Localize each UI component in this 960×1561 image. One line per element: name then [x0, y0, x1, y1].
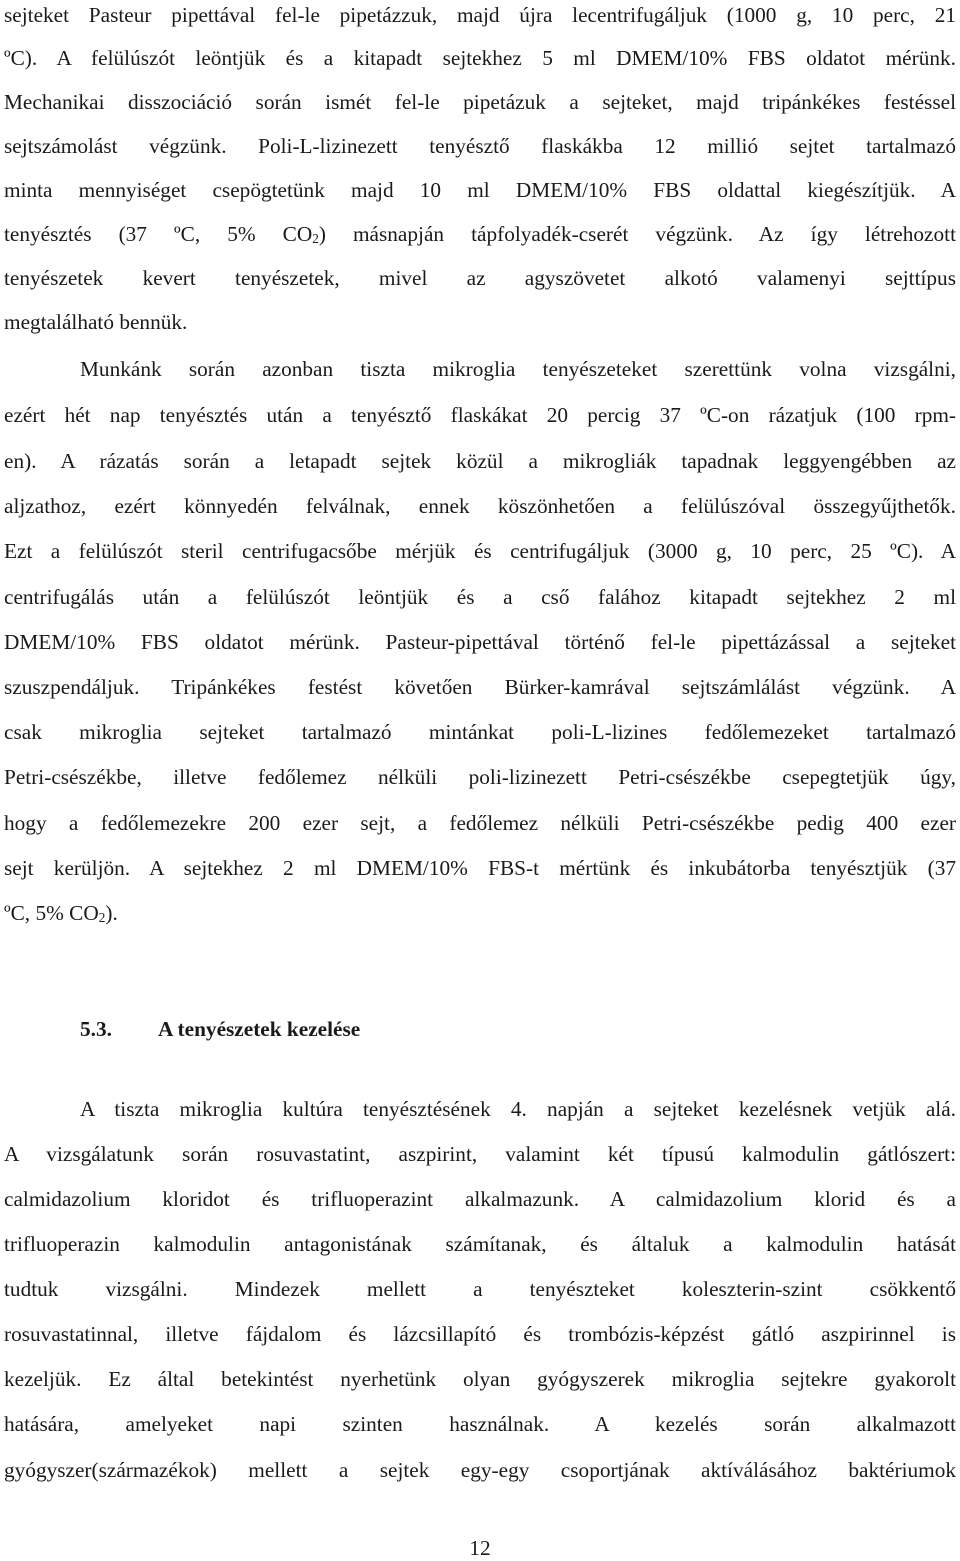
- text-line: csak mikroglia sejteket tartalmazó mintánkat poli-L-lizines fedőlemezeket tartalmazó: [4, 720, 956, 744]
- section-number: 5.3.: [80, 1017, 112, 1041]
- section-title: A tenyészetek kezelése: [158, 1017, 361, 1041]
- text-line: minta mennyiséget csepögtetünk majd 10 ml DMEM/10% FBS oldattal kiegészítjük. A: [4, 178, 956, 202]
- text-line: Munkánk során azonban tiszta mikroglia tenyészeteket szerettünk volna vizsgálni,: [80, 357, 956, 381]
- subscript: 2: [98, 909, 106, 925]
- text-line: rosuvastatinnal, illetve fájdalom és lázcsillapító és trombózis-képzést gátló aszpirinnel is: [4, 1322, 956, 1346]
- text-line: megtalálható bennük.: [4, 310, 188, 334]
- text-line: DMEM/10% FBS oldatot mérünk. Pasteur-pipettával történő fel-le pipettázással a sejteket: [4, 630, 956, 654]
- text-line: aljzathoz, ezért könnyedén felválnak, ennek köszönhetően a felülúszóval összegyűjthetők.: [4, 494, 956, 518]
- subscript: 2: [312, 230, 319, 246]
- text-line: tenyészetek kevert tenyészetek, mivel az agyszövetet alkotó valamenyi sejttípus: [4, 266, 956, 290]
- text-line: A vizsgálatunk során rosuvastatint, aszpirint, valamint két típusú kalmodulin gátlószert:: [4, 1142, 956, 1166]
- text-line: gyógyszer(származékok) mellett a sejtek egy-egy csoportjának aktíválásához baktériumok: [4, 1458, 956, 1482]
- text-line: ezért hét nap tenyésztés után a tenyésztő flaskákat 20 percig 37 ºC-on rázatjuk (100 rpm-: [4, 403, 956, 427]
- text-line: Petri-csészékbe, illetve fedőlemez nélküli poli-lizinezett Petri-csészékbe csepegtetjük úgy,: [4, 765, 956, 789]
- text-line: Ezt a felülúszót steril centrifugacsőbe mérjük és centrifugáljuk (3000 g, 10 perc, 25 ºC). A: [4, 539, 956, 563]
- text-line: A tiszta mikroglia kultúra tenyésztésének 4. napján a sejteket kezelésnek vetjük alá.: [80, 1097, 956, 1121]
- text-segment: ) másnapján tápfolyadék-cserét végzünk. Az így létrehozott: [318, 222, 956, 246]
- text-line: sejtszámolást végzünk. Poli-L-lizinezett tenyésztő flaskákba 12 millió sejtet tartalmazó: [4, 134, 956, 158]
- text-line: ºC). A felülúszót leöntjük és a kitapadt sejtekhez 5 ml DMEM/10% FBS oldatot mérünk.: [4, 46, 956, 70]
- text-segment: ºC, 5% CO: [4, 901, 99, 925]
- text-line: sejteket Pasteur pipettával fel-le pipetázzuk, majd újra lecentrifugáljuk (1000 g, 10 perc, 21: [4, 3, 956, 27]
- page-number: 12: [469, 1536, 491, 1560]
- text-line: [4, 219, 956, 249]
- text-segment: tenyésztés (37 ºC, 5% CO: [4, 222, 313, 246]
- text-line: tudtuk vizsgálni. Mindezek mellett a tenyészteket koleszterin-szint csökkentő: [4, 1277, 956, 1301]
- text-line: en). A rázatás során a letapadt sejtek közül a mikrogliák tapadnak leggyengébben az: [4, 449, 956, 473]
- section-heading: [80, 1014, 360, 1044]
- text-line: sejt kerüljön. A sejtekhez 2 ml DMEM/10% FBS-t mértünk és inkubátorba tenyésztjük (37: [4, 856, 956, 880]
- text-segment: ).: [105, 901, 118, 925]
- text-line: Mechanikai disszociáció során ismét fel-le pipetázuk a sejteket, majd tripánkékes festéssel: [4, 90, 956, 114]
- text-line: trifluoperazin kalmodulin antagonistának számítanak, és általuk a kalmodulin hatását: [4, 1232, 956, 1256]
- text-line: hogy a fedőlemezekre 200 ezer sejt, a fedőlemez nélküli Petri-csészékbe pedig 400 ezer: [4, 811, 956, 835]
- text-line: [4, 898, 956, 928]
- text-line: calmidazolium kloridot és trifluoperazint alkalmazunk. A calmidazolium klorid és a: [4, 1187, 956, 1211]
- text-line: kezeljük. Ez által betekintést nyerhetünk olyan gyógyszerek mikroglia sejtekre gyakorolt: [4, 1367, 956, 1391]
- text-line: hatására, amelyeket napi szinten használnak. A kezelés során alkalmazott: [4, 1412, 956, 1436]
- text-line: centrifugálás után a felülúszót leöntjük és a cső falához kitapadt sejtekhez 2 ml: [4, 585, 956, 609]
- text-line: szuszpendáljuk. Tripánkékes festést követően Bürker-kamrával sejtszámlálást végzünk. A: [4, 675, 956, 699]
